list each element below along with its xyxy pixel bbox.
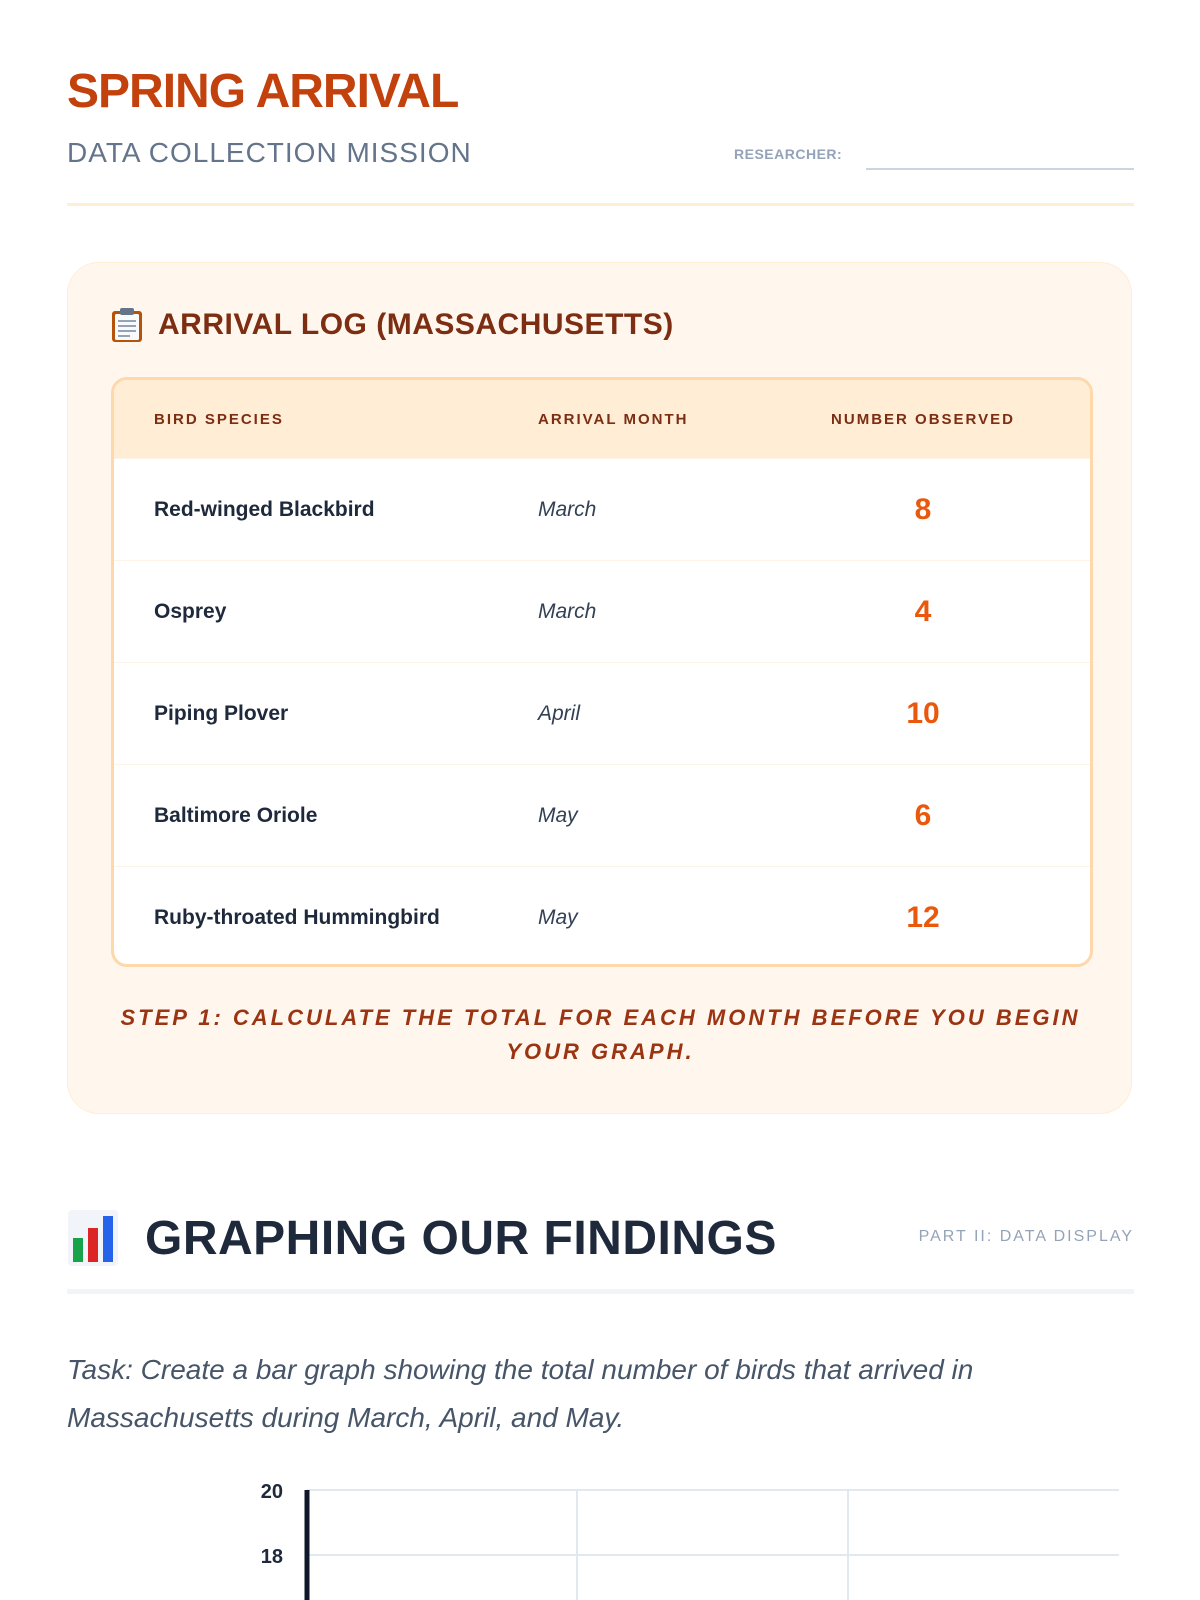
- researcher-label: RESEARCHER:: [734, 146, 843, 162]
- species-cell: Piping Plover: [154, 701, 289, 725]
- graphing-divider: [67, 1289, 1134, 1294]
- month-cell: March: [538, 599, 597, 623]
- arrival-log-heading: [110, 307, 674, 343]
- y-tick-label: 18: [260, 1546, 283, 1568]
- species-cell: Ruby-throated Hummingbird: [154, 905, 440, 929]
- table-row: [114, 866, 1090, 967]
- column-header-count: NUMBER OBSERVED: [831, 410, 1015, 428]
- species-cell: Osprey: [154, 599, 227, 623]
- page-title: SPRING ARRIVAL: [67, 65, 459, 118]
- table-row: [114, 764, 1090, 866]
- month-cell: May: [538, 803, 578, 827]
- count-cell: 8: [914, 492, 932, 526]
- y-tick-label: 20: [260, 1481, 283, 1503]
- clipboard-icon: [110, 307, 144, 343]
- graphing-section-header: [67, 1206, 1134, 1270]
- arrival-table: [111, 377, 1093, 967]
- species-cell: Red-winged Blackbird: [154, 497, 375, 521]
- researcher-field[interactable]: [734, 140, 1134, 170]
- table-header-row: [114, 380, 1090, 458]
- count-cell: 4: [914, 594, 932, 628]
- column-header-month: ARRIVAL MONTH: [538, 410, 689, 428]
- task-instruction: Task: Create a bar graph showing the total number of birds that arrived in Massachusetts during March, April, and May.: [67, 1354, 974, 1433]
- month-cell: April: [538, 701, 581, 725]
- section-part-label: PART II: DATA DISPLAY: [918, 1228, 1134, 1245]
- month-cell: March: [538, 497, 597, 521]
- month-cell: May: [538, 905, 578, 929]
- researcher-input-line[interactable]: [866, 140, 1134, 170]
- arrival-log-card: [67, 262, 1132, 1114]
- arrival-log-title: ARRIVAL LOG (MASSACHUSETTS): [158, 308, 674, 341]
- table-row: [114, 458, 1090, 560]
- count-cell: 6: [914, 798, 932, 832]
- step-instruction: STEP 1: CALCULATE THE TOTAL FOR EACH MONTH BEFORE YOU BEGIN YOUR GRAPH.: [120, 1005, 1081, 1064]
- count-cell: 12: [906, 900, 940, 934]
- table-row: [114, 662, 1090, 764]
- column-header-species: BIRD SPECIES: [154, 410, 284, 428]
- page-subtitle: DATA COLLECTION MISSION: [67, 137, 472, 168]
- bar-chart-icon: [67, 1208, 119, 1268]
- graphing-title: GRAPHING OUR FINDINGS: [145, 1211, 777, 1265]
- species-cell: Baltimore Oriole: [154, 803, 318, 827]
- header-divider: [67, 203, 1134, 206]
- table-row: [114, 560, 1090, 662]
- blank-bar-graph[interactable]: [167, 1481, 1147, 1600]
- count-cell: 10: [906, 696, 940, 730]
